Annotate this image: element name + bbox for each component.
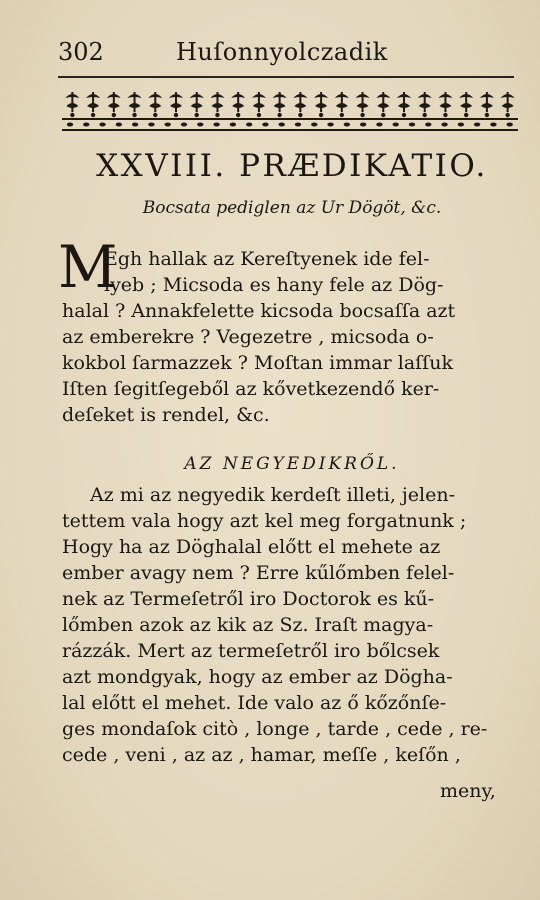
sermon-title: XXVIII. PRÆDIKATIO. [96,148,488,184]
running-head: Huſonnyolczadik [176,38,388,66]
printer-ornament-band-icon [62,88,518,132]
text-line: lal előtt el mehet. Ide valo az ő kőzőnſe- [62,692,447,714]
text-line: ges mondaſok citò , longe , tarde , cede , re- [62,718,488,740]
text-line: Hogy ha az Döghalal előtt el mehete az [62,536,441,558]
text-line: deſeket is rendel, &c. [62,404,270,426]
text-line: kokbol ſarmazzek ? Moſtan immar laſſuk [62,352,453,374]
text-line: Egh hallak az Kereſtyenek ide fel- [104,248,430,270]
text-line: rázzák. Mert az termeſetről iro bőlcsek [62,640,440,662]
sermon-subtitle: Bocsata pediglen az Ur Dögöt, &c. [142,198,442,218]
drop-cap: M [58,233,118,301]
text-line: nek az Termeſetről iro Doctorok es kű- [62,588,435,610]
text-line: Az mi az negyedik kerdeſt illeti, jelen- [90,484,456,506]
text-line: ember avagy nem ? Erre kűlőmben felel- [62,562,455,584]
page-header [58,38,512,72]
header-rule [58,76,514,78]
section-heading: AZ NEGYEDIKRŐL. [184,454,400,474]
text-line: tettem vala hogy azt kel meg forgatnunk ; [62,510,467,532]
text-line: az emberekre ? Vegezetre , micsoda o- [62,326,434,348]
text-line: lyeb ; Micsoda es hany fele az Dög- [104,274,444,296]
text-line: halal ? Annakfelette kicsoda bocsaſſa azt [62,300,456,322]
text-line: meny, [440,780,496,802]
text-line: lőmben azok az kik az Sz. Iraſt magya- [62,614,434,636]
page-number: 302 [58,38,104,66]
text-line: cede , veni , az az , hamar, meſſe , keſőn , [62,744,461,766]
text-line: Iſten ſegitſegeből az kővetkezendő ker- [62,378,440,400]
text-line: azt mondgyak, hogy az ember az Dögha- [62,666,453,688]
